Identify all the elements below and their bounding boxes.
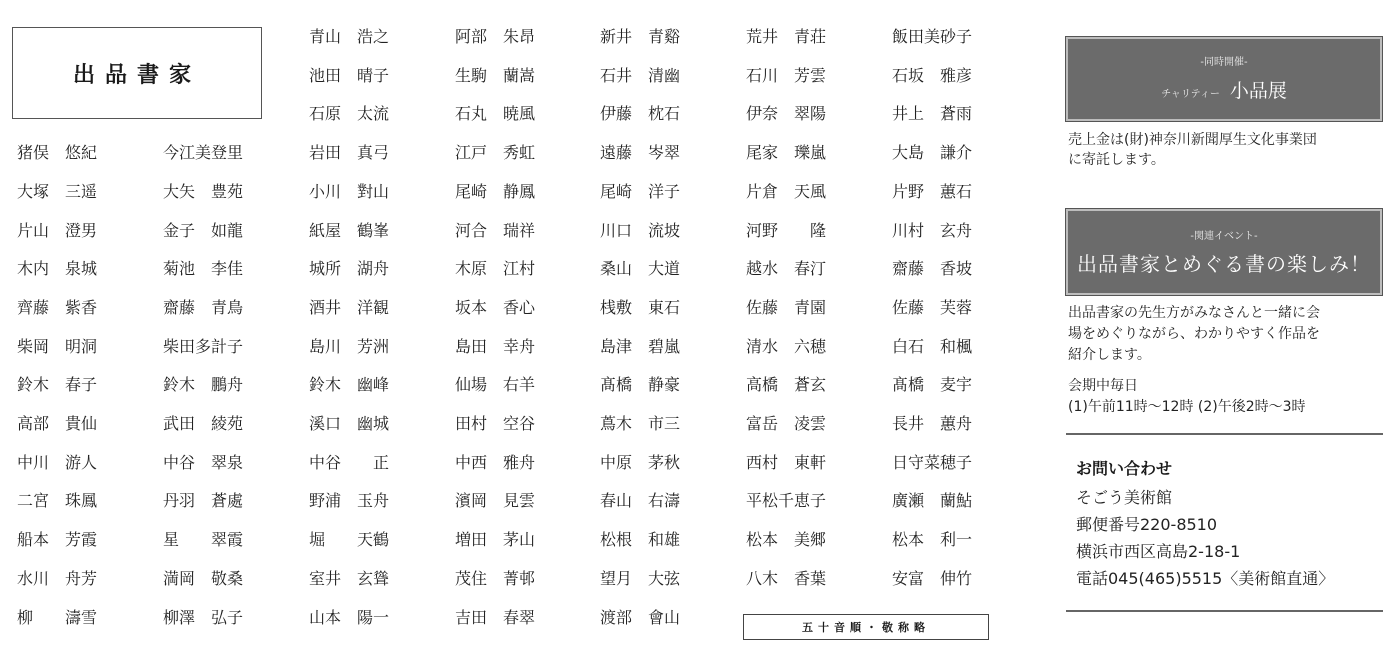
exhibitor-name: 飯田美砂子 <box>892 27 973 46</box>
exhibitor-name: 大塚 三遥 <box>17 181 98 201</box>
exhibitor-name: 尾崎 静鳳 <box>455 181 536 201</box>
exhibitor-name: 新井 青谿 <box>600 27 681 46</box>
exhibitor-name: 望月 大弦 <box>600 568 681 588</box>
exhibitor-name: 佐藤 青園 <box>746 297 827 317</box>
exhibitor-name: 中谷 翠泉 <box>163 452 244 472</box>
exhibitor-name: 茂住 菁邨 <box>455 568 536 588</box>
exhibitor-name: 阿部 朱昂 <box>455 27 536 46</box>
exhibitor-name: 今江美登里 <box>163 143 244 163</box>
exhibitor-name: 平松千恵子 <box>746 491 827 511</box>
contact-line: 郵便番号220-8510 <box>1076 515 1218 534</box>
exhibitor-name: 廣瀬 蘭鮎 <box>892 491 973 511</box>
exhibitor-name: 山本 陽一 <box>309 607 390 627</box>
exhibitor-name: 柴田多計子 <box>163 336 244 356</box>
exhibitor-name: 木原 江村 <box>455 259 536 279</box>
exhibitor-name: 室井 玄聳 <box>309 568 390 588</box>
exhibitor-name: 渡部 會山 <box>600 607 681 627</box>
exhibitor-name: 酒井 洋観 <box>309 297 390 317</box>
exhibitor-name: 田村 空谷 <box>455 414 536 433</box>
exhibitor-name: 中西 雅舟 <box>455 452 536 472</box>
exhibitor-name: 菊池 李佳 <box>163 259 244 279</box>
exhibitor-name: 井上 蒼雨 <box>892 104 973 124</box>
exhibitor-name: 野浦 玉舟 <box>309 491 390 511</box>
exhibitor-name: 仙場 右羊 <box>455 375 536 395</box>
exhibitor-name: 石井 清幽 <box>600 65 681 85</box>
event-description-3: 紹介します。 <box>1068 347 1151 363</box>
exhibitor-name: 伊藤 枕石 <box>600 104 681 124</box>
exhibitor-name: 満岡 敬桑 <box>163 568 244 588</box>
charity-description-2: に寄託します。 <box>1068 152 1165 168</box>
exhibitor-name: 鈴木 春子 <box>17 375 98 395</box>
banner-subtitle: -同時開催- <box>1200 57 1248 68</box>
exhibitor-name: 齊藤 紫香 <box>17 297 98 317</box>
exhibitor-name: 石川 芳雲 <box>746 65 827 85</box>
exhibitor-name: 柴岡 明洞 <box>17 336 98 356</box>
exhibitor-name: 松根 和雄 <box>600 530 681 550</box>
exhibitor-name: 増田 茅山 <box>455 530 536 550</box>
exhibitor-name: 武田 綾苑 <box>163 414 244 433</box>
contact-line: 電話045(465)5515〈美術館直通〉 <box>1076 569 1335 588</box>
exhibitor-name: 荒井 青荘 <box>746 27 827 46</box>
exhibitor-name: 西村 東軒 <box>746 452 827 472</box>
exhibitor-name: 河野 隆 <box>746 220 827 240</box>
exhibitor-name: 金子 如龍 <box>163 220 244 240</box>
exhibitor-name: 齋藤 青鳥 <box>163 297 244 317</box>
exhibitor-name: 片倉 天風 <box>746 181 827 201</box>
exhibitor-name: 堀 天鶴 <box>309 530 390 550</box>
exhibitor-name: 中原 茅秋 <box>600 452 681 472</box>
exhibitor-name: 島津 碧嵐 <box>600 336 681 356</box>
exhibitor-name: 溪口 幽城 <box>309 414 390 433</box>
contact-heading: お問い合わせ <box>1076 459 1173 478</box>
event-description-2: 場をめぐりながら、わかりやすく作品を <box>1068 326 1320 342</box>
exhibitor-name: 清水 六穂 <box>746 336 827 356</box>
exhibitor-name: 柳 濤雪 <box>17 607 98 627</box>
exhibitor-name: 齋藤 香坡 <box>892 259 973 279</box>
event-description-1: 出品書家の先生方がみなさんと一緒に会 <box>1068 305 1320 321</box>
exhibitor-name: 春山 右濤 <box>600 491 681 511</box>
exhibitor-name: 小川 對山 <box>309 181 390 201</box>
exhibitor-name: 船本 芳霞 <box>17 530 98 550</box>
exhibitor-name: 髙橋 静豪 <box>600 375 681 395</box>
exhibitor-name: 青山 浩之 <box>309 27 390 46</box>
exhibitor-name: 猪俣 悠紀 <box>17 143 98 163</box>
event-schedule-2: (1)午前11時～12時 (2)午後2時～3時 <box>1068 399 1306 415</box>
exhibitor-name: 城所 湖舟 <box>309 259 390 279</box>
exhibitor-name: 尾崎 洋子 <box>600 181 681 201</box>
exhibitor-name: 坂本 香心 <box>455 297 536 317</box>
banner-subtitle: -関連イベント- <box>1190 231 1258 242</box>
exhibitor-name: 越水 春汀 <box>746 259 827 279</box>
exhibitor-name: 池田 晴子 <box>309 65 390 85</box>
exhibitor-name: 星 翠霞 <box>163 530 244 550</box>
exhibitor-name: 大矢 豊苑 <box>163 181 244 201</box>
exhibitor-name: 佐藤 芙蓉 <box>892 297 973 317</box>
banner-small-label: チャリティー <box>1161 89 1220 100</box>
divider <box>1066 433 1383 435</box>
exhibitor-name: 吉田 春翠 <box>455 607 536 627</box>
exhibitor-name: 蔦木 市三 <box>600 414 681 433</box>
exhibitor-name: 江戸 秀虹 <box>455 143 536 163</box>
exhibitor-name: 片山 澄男 <box>17 220 98 240</box>
event-schedule-1: 会期中毎日 <box>1068 378 1138 394</box>
exhibitor-name: 石丸 暁風 <box>455 104 536 124</box>
exhibitor-name: 高部 貴仙 <box>17 414 98 433</box>
exhibitor-name: 大島 謙介 <box>892 143 973 163</box>
exhibitor-name: 八木 香葉 <box>746 568 827 588</box>
banner-title: 出品書家とめぐる書の楽しみ！ <box>1077 252 1371 276</box>
charity-description-1: 売上金は(財)神奈川新聞厚生文化事業団 <box>1068 132 1317 148</box>
exhibitor-name: 髙橋 麦宇 <box>892 375 973 395</box>
exhibitor-name: 片野 蕙石 <box>892 181 973 201</box>
exhibitor-name: 白石 和楓 <box>892 336 973 356</box>
exhibitor-name: 日守菜穂子 <box>892 452 973 472</box>
exhibitor-name: 濱岡 見雲 <box>455 491 536 511</box>
contact-line: そごう美術館 <box>1076 488 1173 507</box>
exhibitor-name: 中川 游人 <box>17 452 98 472</box>
exhibitor-name: 松本 美郷 <box>746 530 827 550</box>
contact-line: 横浜市西区高島2-18-1 <box>1076 542 1241 561</box>
exhibitor-name: 河合 瑞祥 <box>455 220 536 240</box>
exhibitor-name: 島田 幸舟 <box>455 336 536 356</box>
exhibitor-name: 桟敷 東石 <box>600 297 681 317</box>
exhibitor-name: 富岳 凌雲 <box>746 414 827 433</box>
exhibitor-name: 中谷 正 <box>309 452 390 472</box>
exhibitor-name: 二宮 珠鳳 <box>17 491 98 511</box>
exhibitor-name: 丹羽 蒼處 <box>163 491 244 511</box>
exhibitor-name: 木内 泉城 <box>17 259 98 279</box>
exhibitor-name: 川口 流坡 <box>600 220 681 240</box>
exhibitor-name: 桑山 大道 <box>600 259 681 279</box>
charity-exhibition-banner <box>1066 37 1382 121</box>
exhibitor-name: 川村 玄舟 <box>892 220 973 240</box>
exhibitor-name: 高橋 蒼玄 <box>746 375 827 395</box>
exhibitor-name: 島川 芳洲 <box>309 336 390 356</box>
exhibitor-name: 生駒 蘭嵩 <box>455 65 536 85</box>
exhibitor-name: 松本 利一 <box>892 530 973 550</box>
exhibitor-name: 水川 舟芳 <box>17 568 98 588</box>
exhibitor-name: 長井 蕙舟 <box>892 414 973 433</box>
exhibitor-name: 紙屋 鶴峯 <box>309 220 390 240</box>
exhibitor-name: 石坂 雅彦 <box>892 65 973 85</box>
order-note: 五十音順・敬称略 <box>743 614 989 640</box>
exhibitor-name: 安富 伸竹 <box>892 568 973 588</box>
exhibitor-name: 柳澤 弘子 <box>163 607 244 627</box>
exhibitor-name: 石原 太流 <box>309 104 390 124</box>
exhibitor-name: 岩田 真弓 <box>309 143 390 163</box>
exhibitor-name: 鈴木 幽峰 <box>309 375 390 395</box>
exhibitor-name: 鈴木 鵬舟 <box>163 375 244 395</box>
exhibitor-title: 出品書家 <box>12 27 262 119</box>
exhibitor-name: 遠藤 岑翠 <box>600 143 681 163</box>
divider <box>1066 610 1383 612</box>
exhibitor-name: 伊奈 翠陽 <box>746 104 827 124</box>
exhibitor-name: 尾家 瓅嵐 <box>746 143 827 163</box>
banner-title: 小品展 <box>1229 80 1287 102</box>
event-banner <box>1066 209 1382 295</box>
